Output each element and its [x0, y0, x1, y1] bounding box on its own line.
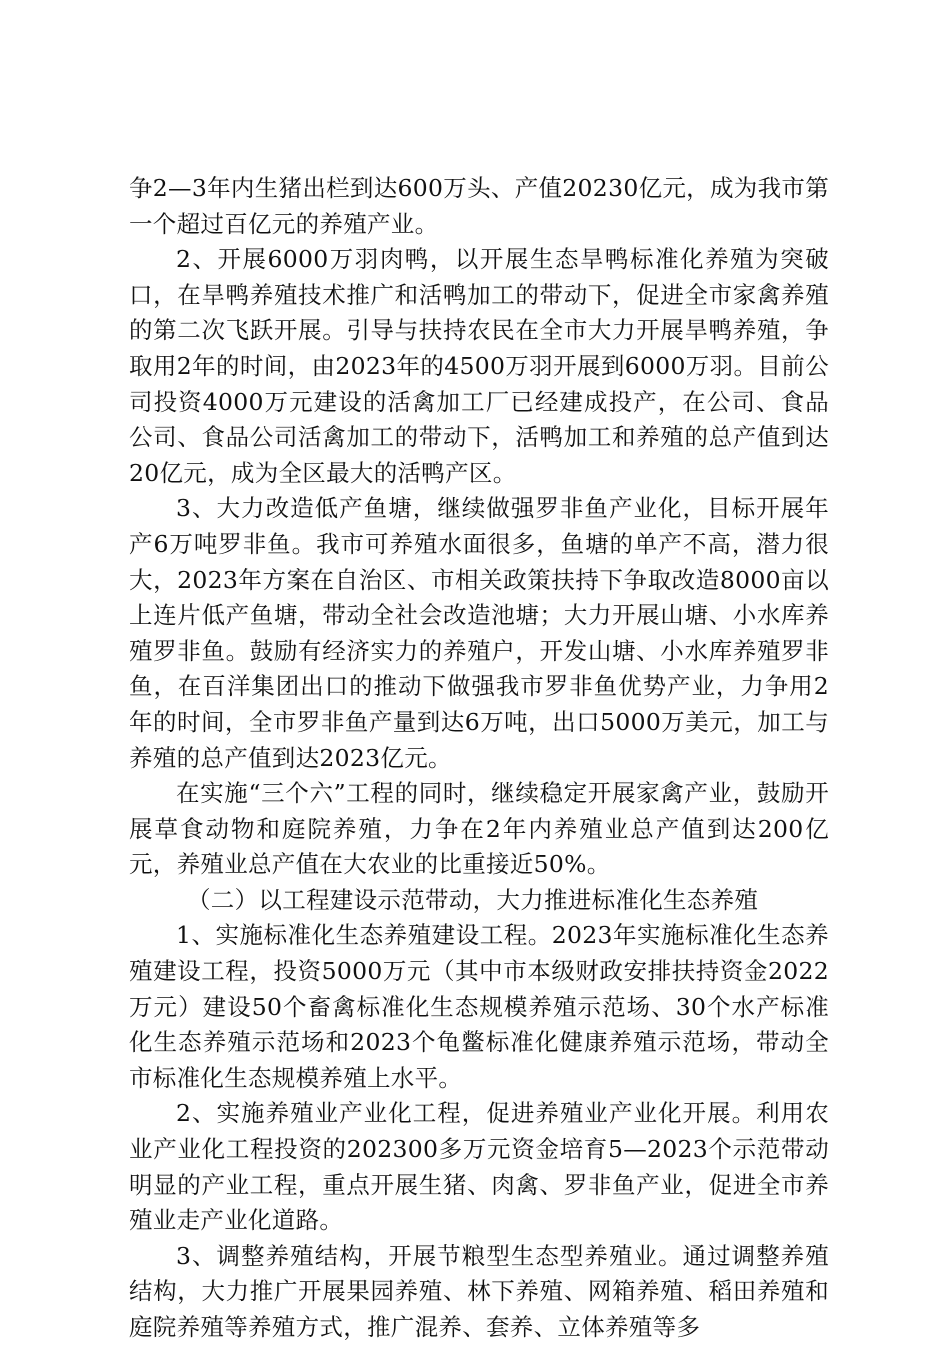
- section-heading-2: （二）以工程建设示范带动，大力推进标准化生态养殖: [187, 885, 759, 914]
- paragraph-structure-adjustment: 3、调整养殖结构，开展节粮型生态型养殖业。通过调整养殖结构，大力推广开展果园养殖、林下养殖、网箱养殖、稻田养殖和庭院养殖等养殖方式，推广混养、套养、立体养殖等多: [129, 1241, 829, 1341]
- document-body: [129, 171, 829, 1346]
- paragraph-industrialization: 2、实施养殖业产业化工程，促进养殖业产业化开展。利用农业产业化工程投资的202300多万元资金培育5—2023个示范带动明显的产业工程，重点开展生猪、肉禽、罗非鱼产业，促进全市养殖业走产业化道路。: [129, 1099, 829, 1235]
- paragraph-duck-farming: 2、开展6000万羽肉鸭，以开展生态旱鸭标准化养殖为突破口，在旱鸭养殖技术推广和活鸭加工的带动下，促进全市家禽养殖的第二次飞跃开展。引导与扶持农民在全市大力开展旱鸭养殖，争取用2年的时间，由2023年的4500万羽开展到6000万羽。目前公司投资4000万元建设的活禽加工厂已经建成投产，在公司、食品公司、食品公司活禽加工的带动下，活鸭加工和养殖的总产值到达20亿元，成为全区最大的活鸭产区。: [129, 245, 829, 487]
- paragraph-three-six-project: 在实施“三个六”工程的同时，继续稳定开展家禽产业，鼓励开展草食动物和庭院养殖，力争在2年内养殖业总产值到达200亿元，养殖业总产值在大农业的比重接近50%。: [129, 779, 829, 879]
- paragraph-standardized-farming: 1、实施标准化生态养殖建设工程。2023年实施标准化生态养殖建设工程，投资5000万元（其中市本级财政安排扶持资金2022万元）建设50个畜禽标准化生态规模养殖示范场、30个水产标准化生态养殖示范场和2023个龟鳖标准化健康养殖示范场，带动全市标准化生态规模养殖上水平。: [129, 921, 829, 1092]
- paragraph-continuation: 争2—3年内生猪出栏到达600万头、产值20230亿元，成为我市第一个超过百亿元的养殖产业。: [129, 174, 829, 238]
- paragraph-fish-ponds: 3、大力改造低产鱼塘，继续做强罗非鱼产业化，目标开展年产6万吨罗非鱼。我市可养殖水面很多，鱼塘的单产不高，潜力很大，2023年方案在自治区、市相关政策扶持下争取改造8000亩以上连片低产鱼塘，带动全社会改造池塘；大力开展山塘、小水库养殖罗非鱼。鼓励有经济实力的养殖户，开发山塘、小水库养殖罗非鱼，在百洋集团出口的推动下做强我市罗非鱼优势产业，力争用2年的时间，全市罗非鱼产量到达6万吨，出口5000万美元，加工与养殖的总产值到达2023亿元。: [129, 494, 829, 772]
